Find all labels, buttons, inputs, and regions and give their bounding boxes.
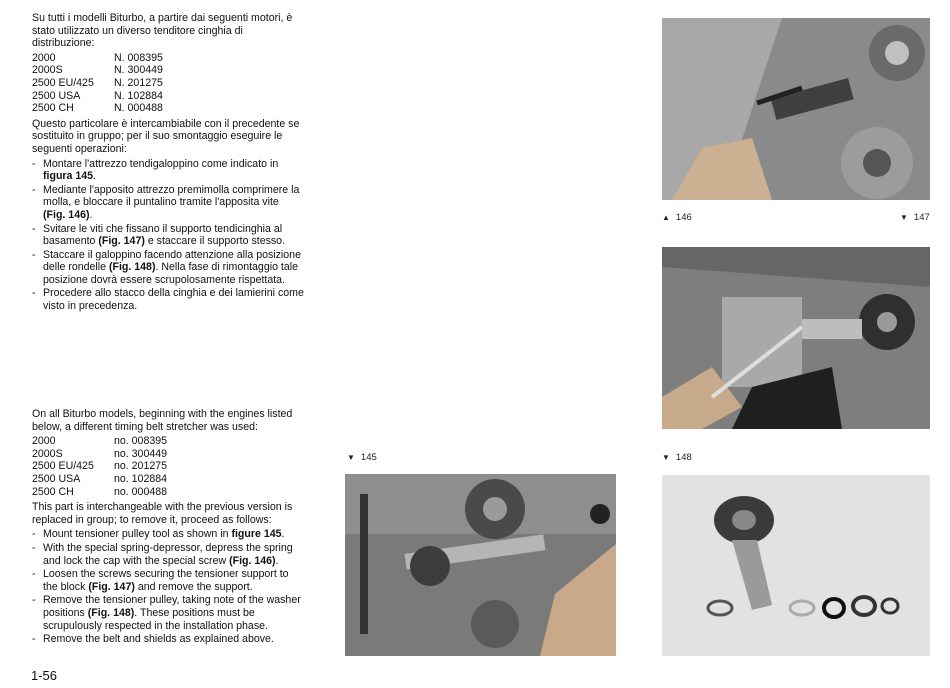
photo-fig147 xyxy=(662,247,930,429)
engine-number: N. 201275 xyxy=(114,76,163,89)
caption-fig147 xyxy=(900,212,930,223)
engine-number: no. 201275 xyxy=(114,460,168,473)
engine-model: 2000S xyxy=(32,64,63,77)
engine-model: 2500 CH xyxy=(32,485,74,498)
step-text: . xyxy=(281,528,285,541)
engine-photo-icon xyxy=(662,247,930,429)
step-item xyxy=(32,528,304,541)
engine-model: 2500 EU/425 xyxy=(32,76,94,89)
figure-ref: (Fig. 147) xyxy=(88,580,135,593)
step-text: Montare l'attrezzo tendigaloppino come indicato in xyxy=(43,157,279,170)
step-item xyxy=(32,568,304,593)
step-text: . xyxy=(275,554,279,567)
step-text: Loosen the screws securing the tensioner support to the block xyxy=(43,568,289,593)
engine-model: 2000 xyxy=(32,435,56,448)
english-engine-table xyxy=(32,435,304,498)
page-number: 1-56 xyxy=(31,668,58,683)
figure-ref: (Fig. 146) xyxy=(229,554,276,567)
english-steps xyxy=(32,528,304,645)
step-text: . xyxy=(93,170,96,183)
english-intro: On all Biturbo models, beginning with the engines listed below, a different timing belt stretcher was used: xyxy=(32,408,293,433)
figure-ref: figure 145 xyxy=(231,528,282,541)
tensioner-parts-photo-icon xyxy=(662,475,930,656)
engine-number: no. 102884 xyxy=(114,472,168,485)
english-note: This part is interchangeable with the previous version is replaced in group; to remove it, proceed as follows: xyxy=(32,501,293,526)
arrow-down-icon: ▼ xyxy=(662,453,670,462)
engine-model: 2500 USA xyxy=(32,472,81,485)
caption-fig146 xyxy=(662,212,692,223)
caption-fig145 xyxy=(347,452,377,463)
step-text: . xyxy=(89,208,93,221)
figure-ref: (Fig. 146) xyxy=(43,208,90,221)
italian-section xyxy=(32,12,304,314)
step-text: . These positions must be scrupulously respected in the installation phase. xyxy=(43,606,268,632)
step-text: Staccare il galoppino facendo attenzione alla posizione delle rondelle xyxy=(43,248,301,274)
engine-number: N. 000488 xyxy=(114,102,163,115)
step-item xyxy=(32,287,304,312)
arrow-down-icon: ▼ xyxy=(900,213,908,222)
step-text: Procedere allo stacco della cinghia e dei lamierini come visto in precedenza. xyxy=(43,287,304,313)
figure-number: 146 xyxy=(675,212,692,223)
photo-fig148 xyxy=(662,475,930,656)
photo-fig146 xyxy=(662,18,930,200)
engine-model: 2000 xyxy=(32,51,56,64)
caption-fig148 xyxy=(662,452,692,463)
figure-number: 145 xyxy=(360,452,377,463)
step-text: With the special spring-depressor, depress the spring and lock the cap with the special screw xyxy=(43,541,293,567)
italian-steps xyxy=(32,158,304,313)
step-text: e staccare il supporto stesso. xyxy=(144,235,286,248)
engine-model: 2500 CH xyxy=(32,102,74,115)
arrow-up-icon: ▲ xyxy=(662,213,670,222)
engine-number: no. 300449 xyxy=(114,447,168,460)
engine-number: N. 102884 xyxy=(114,89,163,102)
arrow-down-icon: ▼ xyxy=(347,453,355,462)
figure-ref: figura 145 xyxy=(43,170,94,183)
step-text: Mediante l'apposito attrezzo premimolla comprimere la molla, e bloccare il puntalino tramite l'apposita vite xyxy=(43,183,300,209)
italian-note: Questo particolare è intercambiabile con il precedente se sostituito in gruppo; per il suo smontaggio eseguire le seguenti operazioni: xyxy=(32,117,300,155)
step-item xyxy=(32,633,304,646)
engine-number: N. 300449 xyxy=(114,64,163,77)
step-item xyxy=(32,184,304,222)
engine-photo-icon xyxy=(345,474,616,656)
step-item xyxy=(32,249,304,287)
step-item xyxy=(32,542,304,567)
engine-model: 2000S xyxy=(32,447,63,460)
photo-fig145 xyxy=(345,474,616,656)
figure-ref: (Fig. 147) xyxy=(98,235,145,248)
step-text: Mount tensioner pulley tool as shown in xyxy=(43,528,232,541)
step-text: Svitare le viti che fissano il supporto tendicinghia al basamento xyxy=(43,222,283,248)
step-item xyxy=(32,594,304,632)
figure-ref: (Fig. 148) xyxy=(87,606,135,619)
step-text: Remove the tensioner pulley, taking note of the washer positions xyxy=(43,594,301,619)
step-item xyxy=(32,223,304,248)
step-text: Remove the belt and shields as explained above. xyxy=(43,633,274,646)
engine-photo-icon xyxy=(662,18,930,200)
step-item xyxy=(32,158,304,183)
engine-model: 2500 USA xyxy=(32,89,81,102)
figure-number: 148 xyxy=(675,452,692,463)
engine-number: no. 008395 xyxy=(114,435,168,448)
italian-engine-table xyxy=(32,52,304,115)
engine-number: no. 000488 xyxy=(114,485,168,498)
step-text: . Nella fase di rimontaggio tale posizione dovrà essere scrupolosamente rispettata. xyxy=(43,261,298,286)
figure-ref: (Fig. 148) xyxy=(108,261,156,274)
step-text: and remove the support. xyxy=(134,580,253,593)
figure-number: 147 xyxy=(913,212,930,223)
engine-model: 2500 EU/425 xyxy=(32,460,94,473)
engine-number: N. 008395 xyxy=(114,51,163,64)
english-section xyxy=(32,408,304,647)
italian-intro: Su tutti i modelli Biturbo, a partire dai seguenti motori, è stato utilizzato un diverso tenditore cinghia di distribuzione: xyxy=(32,12,293,50)
